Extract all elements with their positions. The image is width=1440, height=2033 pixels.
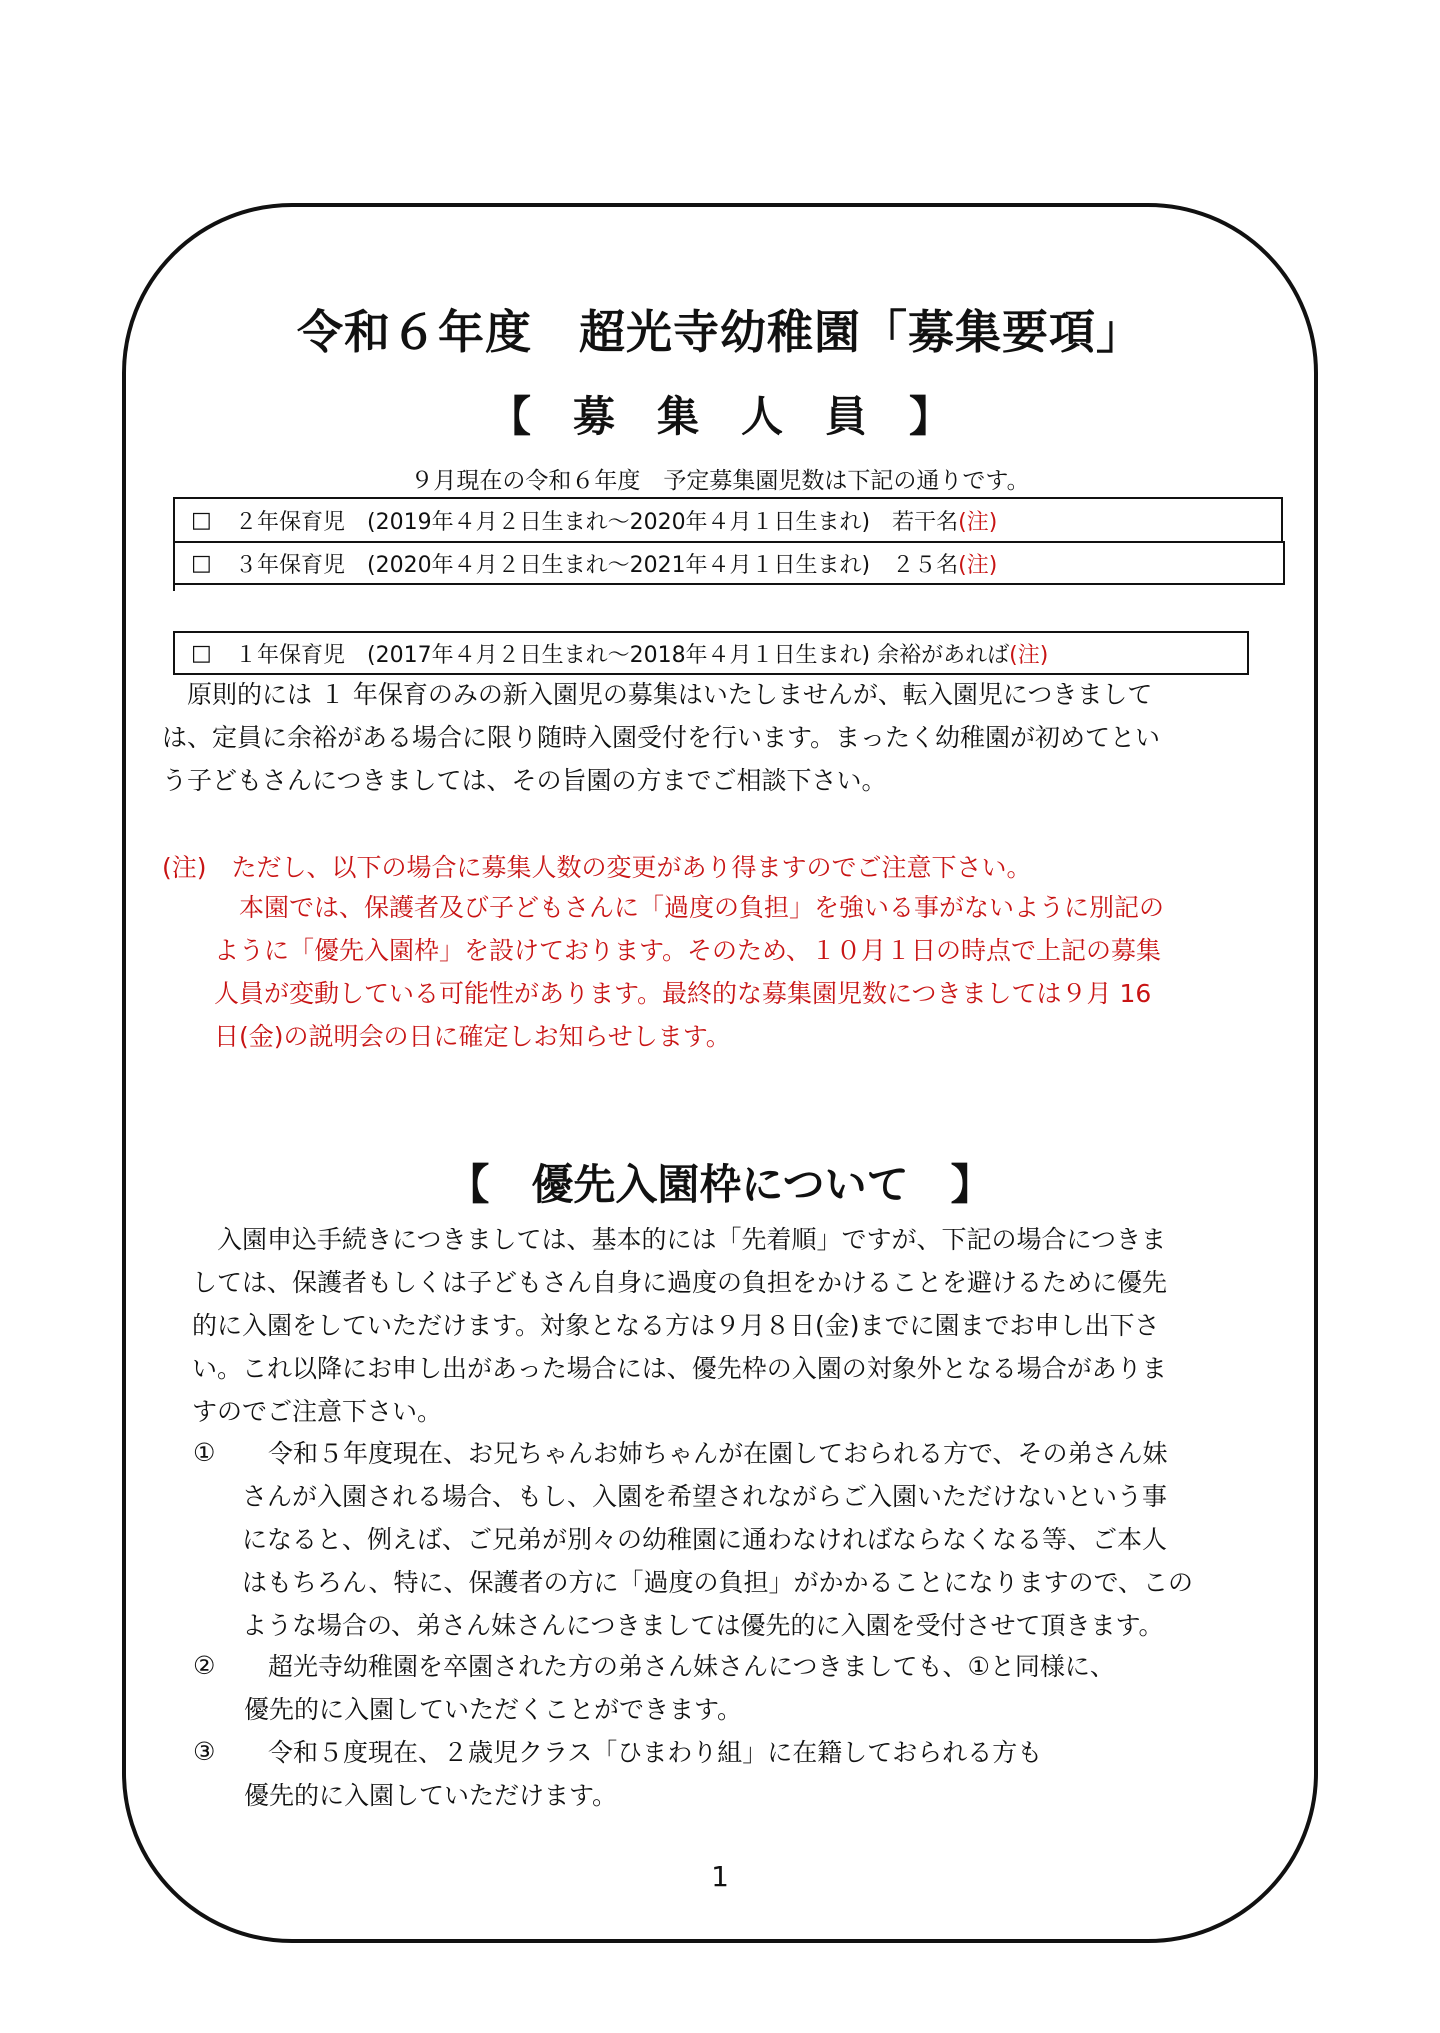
priority-item-2 (244, 1645, 1115, 1731)
item-line: さんが入園される場合、もし、入園を希望されながらご入園いただけないという事 (242, 1482, 1168, 1511)
intro-line: すのでご注意下さい。 (192, 1397, 443, 1426)
priority-intro (192, 1218, 1167, 1433)
page-number: 1 (711, 1860, 729, 1893)
recruitment-heading: 【 募 集 人 員 】 (488, 392, 951, 441)
intro-line: い。これ以降にお申し出があった場合には、優先枠の入園の対象外となる場合がありま (192, 1354, 1167, 1383)
item-number-3: ③ (193, 1737, 216, 1766)
recruit-row-text: ３年保育児 (2020年４月２日生まれ～2021年４月１日生まれ) ２５名 (235, 552, 959, 578)
checkbox-icon: □ (191, 640, 212, 666)
box-tick (173, 585, 175, 591)
item-line: ような場合の、弟さん妹さんにつきましては優先的に入園を受付させて頂きます。 (242, 1611, 1164, 1640)
note-mark: (注) (1009, 642, 1049, 668)
intro-line: 入園申込手続きにつきましては、基本的には「先着順」ですが、下記の場合につきま (192, 1225, 1167, 1254)
note-mark: (注) (958, 552, 998, 578)
priority-item-1 (242, 1432, 1193, 1647)
recruit-row-text: ２年保育児 (2019年４月２日生まれ～2020年４月１日生まれ) 若干名 (235, 509, 959, 535)
paragraph-line: 原則的には １ 年保育のみの新入園児の募集はいたしませんが、転入園児につきまして (162, 680, 1153, 709)
note-line: 日(金)の説明会の日に確定しお知らせします。 (214, 1022, 731, 1051)
recruit-row-2year (173, 497, 1283, 541)
note-mark: (注) (958, 509, 998, 535)
recruit-row-text: １年保育児 (2017年４月２日生まれ～2018年４月１日生まれ) 余裕があれば (235, 642, 1010, 668)
intro-line: 的に入園をしていただけます。対象となる方は９月８日(金)までに園までお申し出下さ (192, 1311, 1160, 1340)
item-line: 優先的に入園していただくことができます。 (244, 1695, 743, 1724)
item-number-1: ① (193, 1438, 216, 1467)
note-line: 人員が変動している可能性があります。最終的な募集園児数につきましては９月 16 (214, 979, 1152, 1008)
priority-item-3 (244, 1731, 1042, 1817)
recruit-row-3year (173, 541, 1285, 585)
item-line: はもちろん、特に、保護者の方に「過度の負担」がかかることになりますので、この (242, 1568, 1194, 1597)
page-title: 令和６年度 超光寺幼稚園「募集要項」 (297, 305, 1143, 359)
note-line: ように「優先入園枠」を設けております。そのため、１０月１日の時点で上記の募集 (214, 936, 1162, 965)
priority-heading: 【 優先入園枠について 】 (447, 1160, 993, 1209)
item-line: 超光寺幼稚園を卒園された方の弟さん妹さんにつきましても、①と同様に、 (268, 1652, 1115, 1681)
note-line: 本園では、保護者及び子どもさんに「過度の負担」を強いる事がないように別記の (214, 893, 1165, 922)
recruitment-paragraph (162, 673, 1160, 802)
item-line: 令和５年度現在、お兄ちゃんお姉ちゃんが在園しておられる方で、その弟さん妹 (268, 1439, 1168, 1468)
paragraph-line: う子どもさんにつきましては、その旨園の方までご相談下さい。 (162, 766, 887, 795)
recruit-row-1year (173, 631, 1249, 675)
checkbox-icon: □ (191, 550, 212, 576)
note-paragraph (214, 886, 1164, 1058)
item-number-2: ② (193, 1651, 216, 1680)
checkbox-icon: □ (191, 507, 212, 533)
item-line: になると、例えば、ご兄弟が別々の幼稚園に通わなければならなくなる等、ご本人 (242, 1525, 1168, 1554)
intro-line: しては、保護者もしくは子どもさん自身に過度の負担をかけることを避けるために優先 (192, 1268, 1168, 1297)
item-line: 優先的に入園していただけます。 (244, 1781, 618, 1810)
note-heading: (注) ただし、以下の場合に募集人数の変更があり得ますのでご注意下さい。 (162, 853, 1032, 882)
paragraph-line: は、定員に余裕がある場合に限り随時入園受付を行います。まったく幼稚園が初めてとい (162, 723, 1161, 752)
recruitment-intro: ９月現在の令和６年度 予定募集園児数は下記の通りです。 (410, 468, 1030, 494)
item-line: 令和５度現在、２歳児クラス「ひまわり組」に在籍しておられる方も (268, 1738, 1043, 1767)
